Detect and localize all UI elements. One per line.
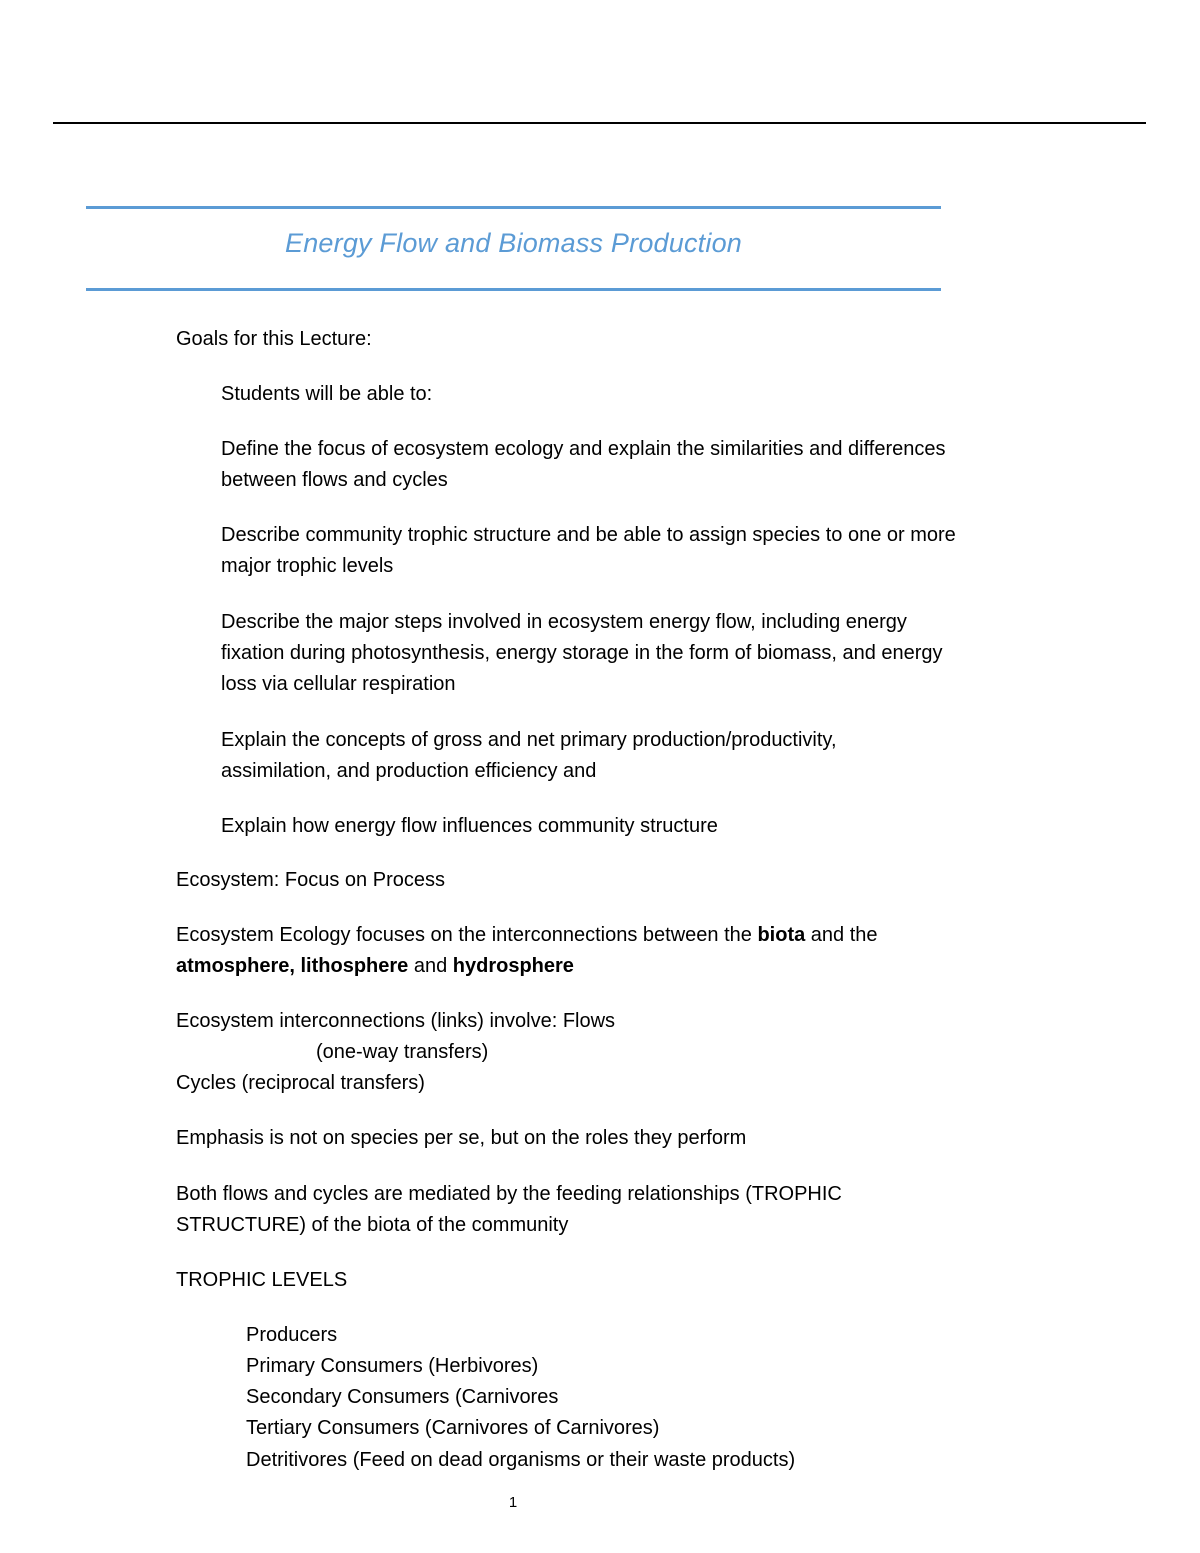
- focus-text-and: and: [408, 955, 453, 977]
- goal-1-line-1: Define the focus of ecosystem ecology and explain the similarities and differences: [221, 438, 946, 460]
- trophic-level-item: Producers: [246, 1324, 338, 1346]
- goal-2-line-1: Describe community trophic structure and be able to assign species to one or more: [221, 524, 956, 546]
- title-rule-top: [86, 206, 941, 209]
- goal-5-line-1: Explain how energy flow influences community structure: [221, 815, 718, 837]
- ecosystem-heading: Ecosystem: Focus on Process: [176, 869, 445, 891]
- focus-text-and-the: and the: [805, 924, 878, 946]
- goal-3-line-2: fixation during photosynthesis, energy storage in the form of biomass, and energy: [221, 642, 943, 664]
- trophic-level-item: Primary Consumers (Herbivores): [246, 1355, 539, 1377]
- focus-term-atmosphere-lithosphere: atmosphere, lithosphere: [176, 955, 409, 977]
- goal-3-line-3: loss via cellular respiration: [221, 673, 456, 695]
- links-line-1: Ecosystem interconnections (links) involve: Flows: [176, 1010, 616, 1032]
- emphasis-text: Emphasis is not on species per se, but on the roles they perform: [176, 1127, 747, 1149]
- mediated-line-1: Both flows and cycles are mediated by the feeding relationships (TROPHIC: [176, 1183, 842, 1205]
- trophic-level-item: Tertiary Consumers (Carnivores of Carnivores): [246, 1417, 660, 1439]
- trophic-levels-heading: TROPHIC LEVELS: [176, 1269, 348, 1291]
- goal-4-line-1: Explain the concepts of gross and net primary production/productivity,: [221, 729, 837, 751]
- focus-term-hydrosphere: hydrosphere: [452, 955, 574, 977]
- links-line-2: (one-way transfers): [316, 1041, 489, 1063]
- goal-4-line-2: assimilation, and production efficiency and: [221, 760, 597, 782]
- goal-2-line-2: major trophic levels: [221, 555, 394, 577]
- focus-text-pre: Ecosystem Ecology focuses on the interconnections between the: [176, 924, 758, 946]
- title-rule-bottom: [86, 288, 941, 291]
- goal-3-line-1: Describe the major steps involved in ecosystem energy flow, including energy: [221, 611, 907, 633]
- focus-term-biota: biota: [757, 924, 806, 946]
- trophic-level-item: Secondary Consumers (Carnivores: [246, 1386, 559, 1408]
- page-number: 1: [508, 1494, 518, 1511]
- ecosystem-focus-line-2: [176, 951, 574, 982]
- header-rule: [53, 122, 1146, 124]
- trophic-level-item: Detritivores (Feed on dead organisms or their waste products): [246, 1449, 796, 1471]
- document-title: Energy Flow and Biomass Production: [284, 228, 743, 258]
- goal-1-line-2: between flows and cycles: [221, 469, 448, 491]
- mediated-line-2: STRUCTURE) of the biota of the community: [176, 1214, 569, 1236]
- links-line-3: Cycles (reciprocal transfers): [176, 1072, 425, 1094]
- goals-intro: Students will be able to:: [221, 383, 433, 405]
- ecosystem-focus-line-1: [176, 920, 878, 951]
- goals-heading: Goals for this Lecture:: [176, 328, 372, 350]
